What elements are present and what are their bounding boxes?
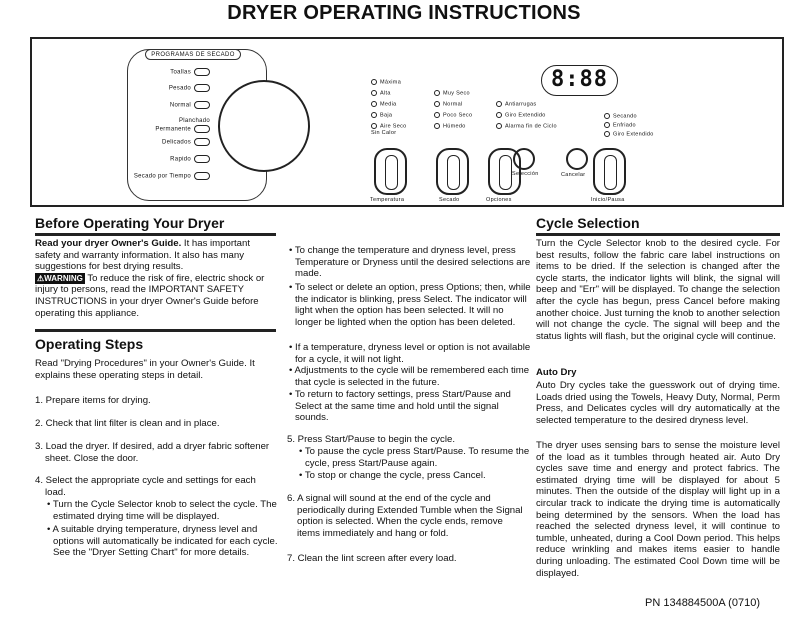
page-title: DRYER OPERATING INSTRUCTIONS — [227, 2, 581, 24]
status-light: Enfriado — [604, 122, 636, 129]
step-4f: • Adjustments to the cycle will be remembered each time that cycle is selected in the future. — [289, 365, 530, 388]
program-item: Planchado Permanente — [155, 118, 210, 133]
steps-intro: Read "Drying Procedures" in your Owner's Guide. It explains these operating steps in detail. — [35, 358, 255, 381]
cycle-heading: Cycle Selection — [536, 215, 640, 231]
dry-option: Húmedo — [434, 123, 466, 130]
temp-option: Alta — [371, 90, 391, 97]
before-heading: Before Operating Your Dryer — [35, 215, 225, 231]
step-6: 6. A signal will sound at the end of the cycle and periodically during Extended Tumble when the Signal option is selected. When the cycle ends, remove items immediately and hang or fold. — [287, 493, 523, 539]
step-4b: • A suitable drying temperature, dryness level and options will automatically be indicated for each cycle. See the "Dryer Setting Chart" for more details. — [47, 524, 278, 559]
extra-option: Alarma fin de Ciclo — [496, 123, 557, 130]
temp-option: Aire Seco Sin Calor — [371, 123, 407, 137]
extra-option: Giro Extendido — [496, 112, 546, 119]
step-2: 2. Check that lint filter is clean and in place. — [35, 418, 220, 429]
dryness-label: Secado — [439, 197, 460, 203]
temp-option: Máxima — [371, 79, 401, 86]
select-button[interactable] — [513, 148, 535, 170]
step-5a: • To pause the cycle press Start/Pause. To resume the cycle, press Start/Pause again. — [299, 446, 530, 469]
program-item: Pesado — [169, 84, 210, 93]
step-5: 5. Press Start/Pause to begin the cycle. — [287, 434, 455, 445]
step-1: 1. Prepare items for drying. — [35, 395, 151, 406]
step-4a: • Turn the Cycle Selector knob to select the cycle. The estimated drying time will be displayed. — [47, 499, 277, 522]
step-3: 3. Load the dryer. If desired, add a dryer fabric softener sheet. Close the door. — [35, 441, 270, 464]
temperature-button[interactable] — [374, 148, 407, 195]
select-label: Selección — [512, 171, 539, 177]
section-rule — [536, 233, 780, 236]
cycle-selector-knob[interactable] — [218, 80, 310, 172]
part-number: PN 134884500A (0710) — [645, 597, 760, 609]
programs-title: PROGRAMAS DE SECADO — [145, 49, 241, 60]
step-4g: • To return to factory settings, press Start/Pause and Select at the same time and hold until the signal sounds. — [289, 389, 511, 424]
autodry-text: Auto Dry cycles take the guesswork out of drying time. Loads dried using the Towels, Heavy Duty, Normal, Perm Press, and Delicates cycles will dry automatically at the selected temperature to the desired dryness level. — [536, 380, 780, 426]
status-light: Secando — [604, 113, 637, 120]
start-pause-label: Inicio/Pausa — [591, 197, 625, 203]
temp-option: Media — [371, 101, 396, 108]
program-item: Delicados — [162, 138, 210, 147]
cancel-button[interactable] — [566, 148, 588, 170]
dry-option: Muy Seco — [434, 90, 470, 97]
steps-heading: Operating Steps — [35, 336, 144, 352]
program-item: Rapido — [170, 155, 210, 164]
dryness-button[interactable] — [436, 148, 469, 195]
temp-option: Baja — [371, 112, 392, 119]
program-item: Secado por Tiempo — [134, 172, 210, 181]
program-item: Toallas — [170, 68, 210, 77]
sensor-text: The dryer uses sensing bars to sense the moisture level of the load as it tumbles through heated air. Auto Dry cycles save time and energy and protect fabrics. The estimated drying time will be displayed for about 5 minutes. Then the outside of the display will light up in a circular track to indicate the drying time is automatically being determined by the sensors. When the load has reached the selected dryness level, it will continue to tumble, unheated, during a Cool Down period. This helps reduce wrinkling and makes items easier to handle during unloading. The estimated Cool Down time will be displayed. — [536, 440, 780, 579]
before-text: Read your dryer Owner's Guide. It has important safety and warranty information. It also has many suggestions for best drying results. ⚠WARNING To reduce the risk of fire, electric shock or injury to persons, read the IMPORTANT SAFETY INSTRUCTIONS in your dryer Owner's Guide before operating this appliance. — [35, 238, 265, 319]
step-7: 7. Clean the lint screen after every load. — [287, 553, 457, 564]
dry-option: Normal — [434, 101, 463, 108]
step-4d: • To select or delete an option, press Options; then, while the indicator is blinking, press Select. The indicator will light when the option has been selected. It will no longer be lighted when the option has been deleted. — [289, 282, 531, 328]
dry-option: Poco Seco — [434, 112, 472, 119]
step-4c: • To change the temperature and dryness level, press Temperature or Dryness until the desired selections are made. — [289, 245, 531, 280]
autodry-heading: Auto Dry — [536, 367, 577, 378]
options-label: Opciones — [486, 197, 512, 203]
cycle-text: Turn the Cycle Selector knob to the desired cycle. For best results, follow the fabric care label instructions on items to be dried. If the selection is changed after the cycle starts, the indicator lights will blink, the signal will beep and "Err" will be displayed. To change the selection after the cycle has begun, press Cancel before making another choice. Just turning the knob to another selection will not change the cycle. The signal will beep and the status lights will flash, but the original cycle will continue. — [536, 238, 780, 342]
status-light: Giro Extendido — [604, 131, 654, 138]
cancel-label: Cancelar — [561, 172, 586, 178]
extra-option: Antiarrugas — [496, 101, 536, 108]
step-5b: • To stop or change the cycle, press Cancel. — [299, 470, 486, 481]
time-display: 8:88 — [541, 65, 618, 96]
section-rule — [35, 329, 276, 332]
program-item: Normal — [170, 101, 210, 110]
step-4: 4. Select the appropriate cycle and settings for each load. — [35, 475, 256, 498]
section-rule — [35, 233, 276, 236]
temperature-label: Temperatura — [370, 197, 405, 203]
warning-badge: ⚠WARNING — [37, 273, 83, 283]
step-4e: • If a temperature, dryness level or option is not available for a cycle, it will not light. — [289, 342, 531, 365]
program-list — [128, 68, 210, 188]
start-pause-button[interactable] — [593, 148, 626, 195]
